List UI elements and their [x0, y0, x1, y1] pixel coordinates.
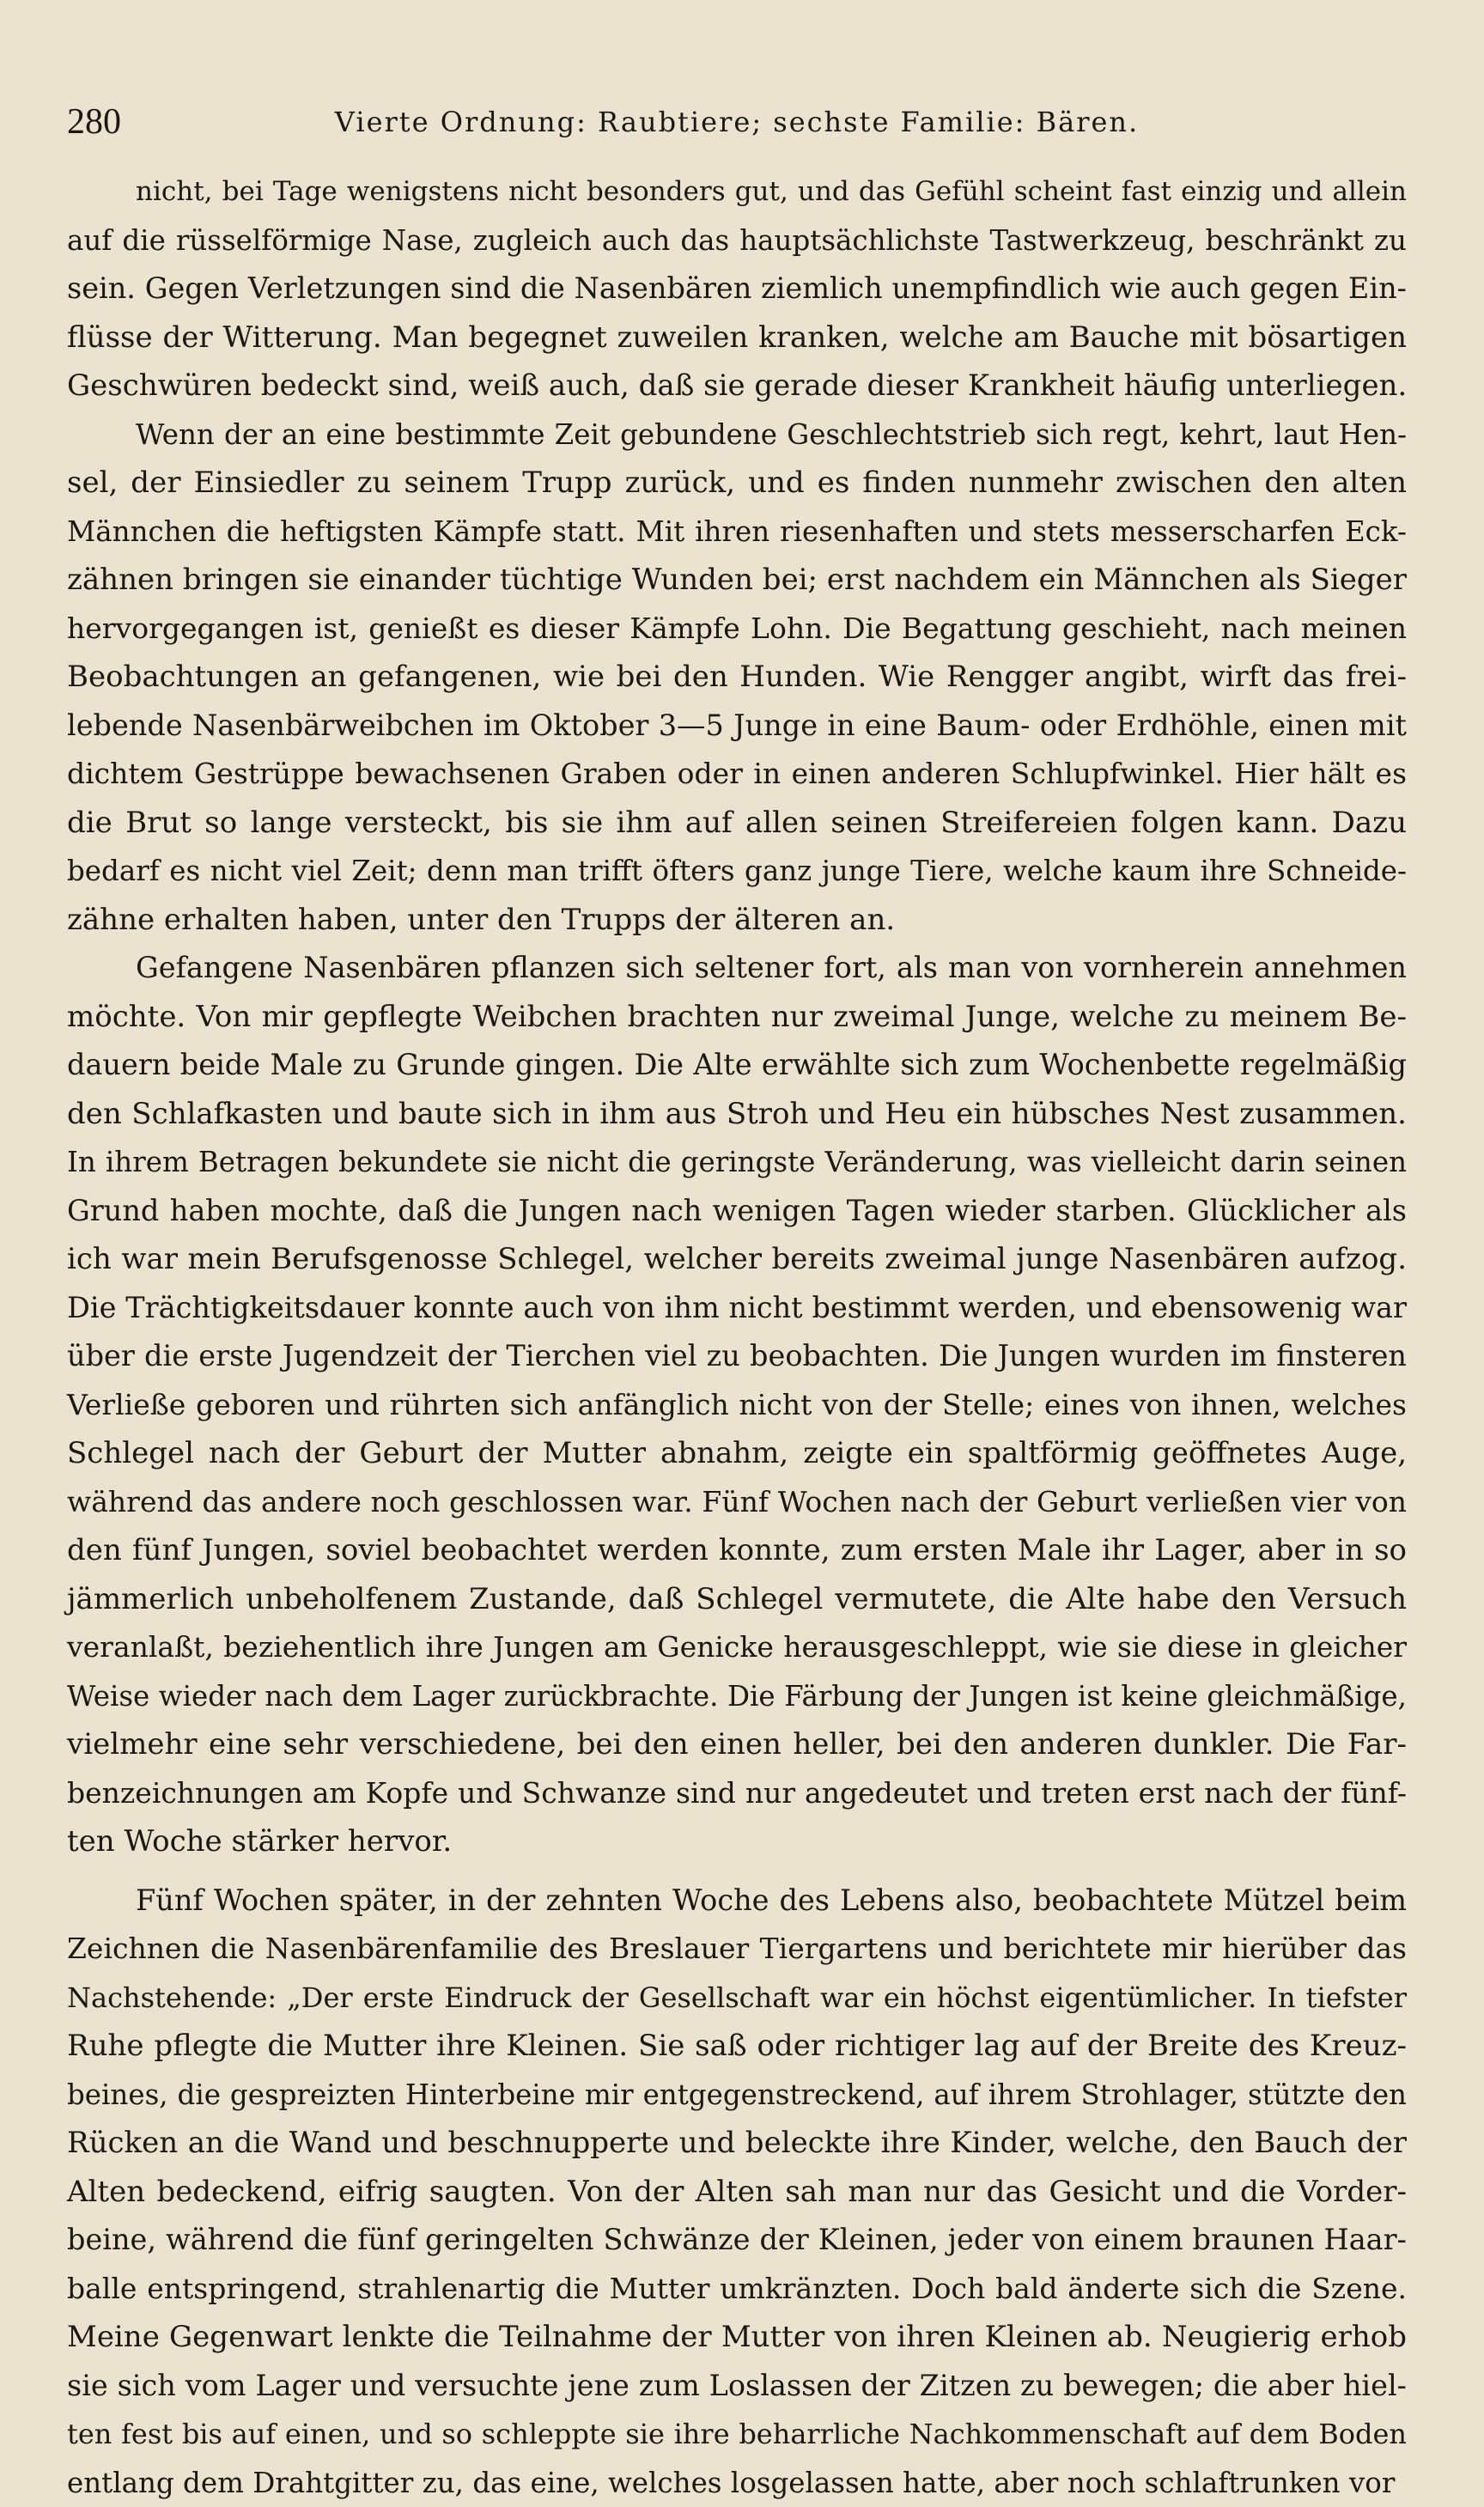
text-line: Weise wieder nach dem Lager zurückbrachte. Die Färbung der Jungen ist keine gleichmäßige, — [67, 1672, 1407, 1721]
text-line: dichtem Gestrüppe bewachsenen Graben oder in einen anderen Schlupfwinkel. Hier hält es — [67, 750, 1407, 799]
paragraph — [67, 1877, 1407, 2507]
text-line: bedarf es nicht viel Zeit; denn man trifft öfters ganz junge Tiere, welche kaum ihre Schneide- — [67, 847, 1407, 896]
text-line: Zeichnen die Nasenbärenfamilie des Breslauer Tiergartens und berichtete mir hierüber das — [67, 1925, 1407, 1974]
text-line: veranlaßt, beziehentlich ihre Jungen am Genicke herausgeschleppt, wie sie diese in gleicher — [67, 1623, 1407, 1672]
text-line: die Brut so lange versteckt, bis sie ihm auf allen seinen Streifereien folgen kann. Dazu — [67, 799, 1407, 848]
paragraph — [67, 944, 1407, 1866]
text-line: jämmerlich unbeholfenem Zustande, daß Schlegel vermutete, die Alte habe den Versuch — [67, 1575, 1407, 1624]
text-line: Fünf Wochen später, in der zehnten Woche des Lebens also, beobachtete Mützel beim — [67, 1877, 1407, 1926]
text-line: Wenn der an eine bestimmte Zeit gebundene Geschlechtstrieb sich regt, kehrt, laut Hen- — [67, 411, 1407, 459]
text-line: lebende Nasenbärweibchen im Oktober 3—5 Junge in eine Baum- oder Erdhöhle, einen mit — [67, 702, 1407, 751]
text-line: Männchen die heftigsten Kämpfe statt. Mit ihren riesenhaften und stets messerscharfen Eck- — [67, 508, 1407, 557]
text-line: hervorgegangen ist, genießt es dieser Kämpfe Lohn. Die Begattung geschieht, nach meinen — [67, 605, 1407, 654]
text-line: Grund haben mochte, daß die Jungen nach wenigen Tagen wieder starben. Glücklicher als — [67, 1187, 1407, 1236]
text-line: zähne erhalten haben, unter den Trupps der älteren an. — [67, 896, 1407, 945]
text-line: Alten bedeckend, eifrig saugten. Von der Alten sah man nur das Gesicht und die Vorder- — [67, 2168, 1407, 2217]
text-line: Verließe geboren und rührten sich anfänglich nicht von der Stelle; eines von ihnen, welches — [67, 1381, 1407, 1430]
text-line: balle entspringend, strahlenartig die Mutter umkränzten. Doch bald änderte sich die Szene. — [67, 2265, 1407, 2314]
text-line: In ihrem Betragen bekundete sie nicht die geringste Veränderung, was vielleicht darin seinen — [67, 1138, 1407, 1187]
text-line: Geschwüren bedeckt sind, weiß auch, daß sie gerade dieser Krankheit häufig unterliegen. — [67, 362, 1407, 411]
running-head: Vierte Ordnung: Raubtiere; sechste Familie: Bären. — [67, 96, 1407, 148]
text-line: Gefangene Nasenbären pflanzen sich seltener fort, als man von vornherein annehmen — [67, 944, 1407, 993]
text-line: sein. Gegen Verletzungen sind die Nasenbären ziemlich unempfindlich wie auch gegen Ein- — [67, 265, 1407, 313]
paragraph-gap — [67, 1866, 1407, 1877]
text-line: ten fest bis auf einen, und so schleppte sie ihre beharrliche Nachkommenschaft auf dem Boden — [67, 2410, 1407, 2459]
text-line: möchte. Von mir gepflegte Weibchen brachten nur zweimal Junge, welche zu meinem Be- — [67, 993, 1407, 1042]
text-line: beines, die gespreizten Hinterbeine mir entgegenstreckend, auf ihrem Strohlager, stützte den — [67, 2071, 1407, 2120]
text-line: ten Woche stärker hervor. — [67, 1817, 1407, 1866]
text-line: dauern beide Male zu Grunde gingen. Die Alte erwählte sich zum Wochenbette regelmäßig — [67, 1041, 1407, 1090]
text-line: vielmehr eine sehr verschiedene, bei den einen heller, bei den anderen dunkler. Die Far- — [67, 1720, 1407, 1769]
text-line: den fünf Jungen, soviel beobachtet werden konnte, zum ersten Male ihr Lager, aber in so — [67, 1526, 1407, 1575]
text-line: Die Trächtigkeitsdauer konnte auch von ihm nicht bestimmt werden, und ebensowenig war — [67, 1284, 1407, 1333]
text-line: Meine Gegenwart lenkte die Teilnahme der Mutter von ihren Kleinen ab. Neugierig erhob — [67, 2313, 1407, 2362]
text-line: Schlegel nach der Geburt der Mutter abnahm, zeigte ein spaltförmig geöffnetes Auge, — [67, 1429, 1407, 1478]
text-line: den Schlafkasten und baute sich in ihm aus Stroh und Heu ein hübsches Nest zusammen. — [67, 1090, 1407, 1139]
paragraph — [67, 411, 1407, 945]
text-line: beine, während die fünf geringelten Schwänze der Kleinen, jeder von einem braunen Haar- — [67, 2216, 1407, 2265]
text-line: Ruhe pflegte die Mutter ihre Kleinen. Sie saß oder richtiger lag auf der Breite des Kreuz- — [67, 2022, 1407, 2071]
text-line: über die erste Jugendzeit der Tierchen viel zu beobachten. Die Jungen wurden im finsteren — [67, 1332, 1407, 1381]
text-line: zähnen bringen sie einander tüchtige Wunden bei; erst nachdem ein Männchen als Sieger — [67, 556, 1407, 605]
page-header — [67, 96, 1407, 148]
body-text — [67, 167, 1407, 2507]
text-line: Beobachtungen an gefangenen, wie bei den Hunden. Wie Rengger angibt, wirft das frei- — [67, 653, 1407, 702]
page-number: 280 — [67, 96, 121, 148]
text-line: entlang dem Drahtgitter zu, das eine, welches losgelassen hatte, aber noch schlaftrunken vor — [67, 2459, 1407, 2507]
text-line: benzeichnungen am Kopfe und Schwanze sind nur angedeutet und treten erst nach der fünf- — [67, 1769, 1407, 1818]
text-line: während das andere noch geschlossen war. Fünf Wochen nach der Geburt verließen vier von — [67, 1478, 1407, 1527]
text-line: auf die rüsselförmige Nase, zugleich auch das hauptsächlichste Tastwerkzeug, beschränkt zu — [67, 216, 1407, 265]
text-line: sel, der Einsiedler zu seinem Trupp zurück, und es finden nunmehr zwischen den alten — [67, 459, 1407, 508]
text-line: flüsse der Witterung. Man begegnet zuweilen kranken, welche am Bauche mit bösartigen — [67, 313, 1407, 362]
paragraph — [67, 167, 1407, 411]
text-line: Rücken an die Wand und beschnupperte und beleckte ihre Kinder, welche, den Bauch der — [67, 2119, 1407, 2168]
text-line: sie sich vom Lager und versuchte jene zum Loslassen der Zitzen zu bewegen; die aber hiel- — [67, 2362, 1407, 2411]
text-line: Nachstehende: „Der erste Eindruck der Gesellschaft war ein höchst eigentümlicher. In tiefster — [67, 1974, 1407, 2023]
text-line: ich war mein Berufsgenosse Schlegel, welcher bereits zweimal junge Nasenbären aufzog. — [67, 1235, 1407, 1284]
text-line: nicht, bei Tage wenigstens nicht besonders gut, und das Gefühl scheint fast einzig und allein — [67, 167, 1407, 216]
